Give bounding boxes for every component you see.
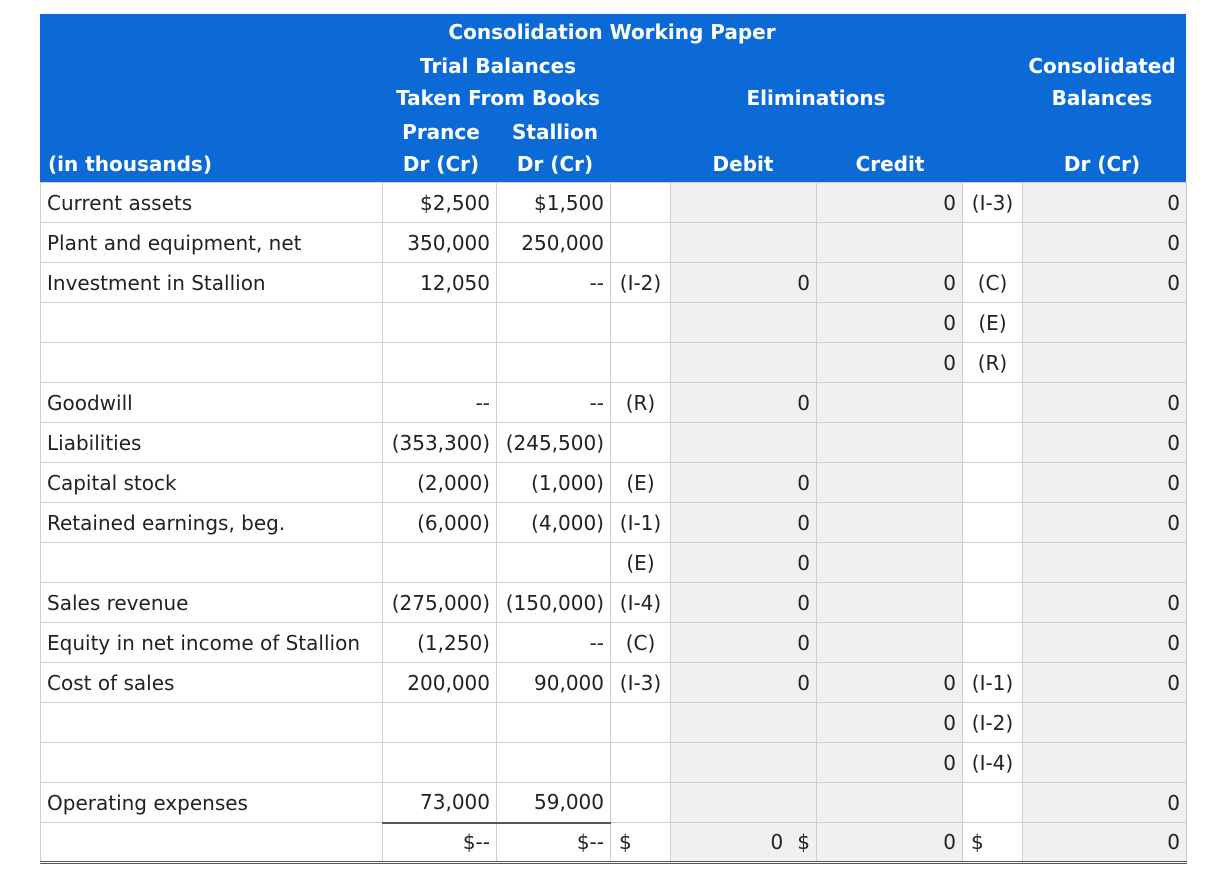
credit-reference[interactable]: (R)	[963, 343, 1023, 383]
debit-reference[interactable]: (E)	[611, 543, 671, 583]
consolidated-balance[interactable]: 0	[1023, 223, 1187, 263]
stallion-balance[interactable]	[497, 543, 611, 583]
credit-reference[interactable]	[963, 423, 1023, 463]
consolidated-balance[interactable]: 0	[1023, 263, 1187, 303]
debit-amount[interactable]: 0	[671, 383, 817, 423]
stallion-balance[interactable]: (1,000)	[497, 463, 611, 503]
consolidated-heading: Consolidated	[1028, 54, 1176, 78]
credit-reference[interactable]: (E)	[963, 303, 1023, 343]
stallion-balance[interactable]: $1,500	[497, 183, 611, 223]
debit-heading: Debit	[712, 152, 774, 176]
debit-reference[interactable]	[611, 783, 671, 823]
debit-amount[interactable]	[671, 343, 817, 383]
debit-amount[interactable]: 0	[671, 503, 817, 543]
consolidation-worksheet	[40, 14, 1186, 864]
debit-total[interactable]: 0 $	[671, 823, 817, 863]
worksheet-row	[41, 543, 1187, 583]
credit-total[interactable]: 0	[817, 823, 963, 863]
stallion-balance[interactable]: (245,500)	[497, 423, 611, 463]
stallion-balance[interactable]: --	[497, 623, 611, 663]
consolidated-balance[interactable]: 0	[1023, 783, 1187, 823]
worksheet-header	[40, 14, 1186, 182]
account-label: Capital stock	[41, 463, 383, 503]
taken-from-books-heading: Taken From Books	[396, 86, 600, 110]
consolidated-balance[interactable]	[1023, 303, 1187, 343]
worksheet-row	[41, 183, 1187, 223]
stallion-balance[interactable]	[497, 303, 611, 343]
consolidated-balance[interactable]	[1023, 543, 1187, 583]
balances-heading: Balances	[1051, 86, 1153, 110]
worksheet-row	[41, 263, 1187, 303]
stallion-balance[interactable]	[497, 343, 611, 383]
stallion-heading: Stallion	[511, 120, 599, 144]
worksheet-row	[41, 423, 1187, 463]
account-label: Retained earnings, beg.	[41, 503, 383, 543]
consolidated-balance[interactable]	[1023, 743, 1187, 783]
total-label-cell	[41, 823, 383, 863]
worksheet-row	[41, 663, 1187, 703]
debit-amount[interactable]	[671, 423, 817, 463]
credit-heading: Credit	[855, 152, 925, 176]
stallion-balance[interactable]: 250,000	[497, 223, 611, 263]
consolidated-balance[interactable]: 0	[1023, 623, 1187, 663]
prance-balance[interactable]: --	[383, 383, 497, 423]
credit-amount[interactable]: 0	[817, 303, 963, 343]
debit-amount[interactable]: 0	[671, 463, 817, 503]
credit-reference[interactable]	[963, 583, 1023, 623]
debit-reference[interactable]	[611, 423, 671, 463]
credit-amount[interactable]: 0	[817, 183, 963, 223]
debit-reference[interactable]: (I-3)	[611, 663, 671, 703]
in-thousands-heading: (in thousands)	[48, 152, 212, 176]
debit-reference[interactable]	[611, 343, 671, 383]
debit-reference[interactable]: (I-2)	[611, 263, 671, 303]
prance-balance[interactable]: (275,000)	[383, 583, 497, 623]
stallion-balance[interactable]: 90,000	[497, 663, 611, 703]
credit-reference[interactable]: (I-2)	[963, 703, 1023, 743]
credit-amount[interactable]	[817, 423, 963, 463]
worksheet-row	[41, 223, 1187, 263]
credit-reference[interactable]: (C)	[963, 263, 1023, 303]
debit-reference[interactable]: (I-1)	[611, 503, 671, 543]
debit-reference[interactable]: (I-4)	[611, 583, 671, 623]
prance-balance[interactable]	[383, 543, 497, 583]
account-label: Sales revenue	[41, 583, 383, 623]
consolidated-balance[interactable]: 0	[1023, 463, 1187, 503]
prance-balance[interactable]	[383, 343, 497, 383]
prance-balance[interactable]: (6,000)	[383, 503, 497, 543]
eliminations-heading: Eliminations	[746, 86, 886, 110]
prance-balance[interactable]: 350,000	[383, 223, 497, 263]
credit-reference[interactable]	[963, 623, 1023, 663]
prance-balance[interactable]: (1,250)	[383, 623, 497, 663]
worksheet-row	[41, 503, 1187, 543]
credit-amount[interactable]	[817, 543, 963, 583]
debit-reference[interactable]: (C)	[611, 623, 671, 663]
total-row	[41, 823, 1187, 863]
debit-reference[interactable]	[611, 303, 671, 343]
credit-amount[interactable]: 0	[817, 663, 963, 703]
stallion-drcr-heading: Dr (Cr)	[516, 152, 594, 176]
worksheet-row	[41, 383, 1187, 423]
debit-amount[interactable]	[671, 783, 817, 823]
consolidated-balance[interactable]: 0	[1023, 383, 1187, 423]
credit-reference[interactable]	[963, 223, 1023, 263]
debit-amount[interactable]: 0	[671, 583, 817, 623]
credit-reference[interactable]: (I-3)	[963, 183, 1023, 223]
worksheet-row	[41, 463, 1187, 503]
consolidated-balance[interactable]: 0	[1023, 663, 1187, 703]
account-label	[41, 343, 383, 383]
credit-reference[interactable]	[963, 463, 1023, 503]
worksheet-row	[41, 783, 1187, 823]
account-label: Operating expenses	[41, 783, 383, 823]
prance-balance[interactable]	[383, 703, 497, 743]
debit-reference[interactable]: (E)	[611, 463, 671, 503]
consolidated-balance[interactable]: 0	[1023, 503, 1187, 543]
prance-balance[interactable]: $2,500	[383, 183, 497, 223]
consolidated-balance[interactable]	[1023, 343, 1187, 383]
prance-balance[interactable]: (353,300)	[383, 423, 497, 463]
consolidated-drcr-heading: Dr (Cr)	[1063, 152, 1141, 176]
credit-reference[interactable]: (I-4)	[963, 743, 1023, 783]
prance-balance[interactable]	[383, 743, 497, 783]
account-label	[41, 303, 383, 343]
credit-reference[interactable]: (I-1)	[963, 663, 1023, 703]
debit-reference[interactable]	[611, 223, 671, 263]
credit-amount[interactable]: 0	[817, 343, 963, 383]
debit-reference[interactable]	[611, 743, 671, 783]
prance-heading: Prance	[402, 120, 480, 144]
debit-total-dollar: $	[611, 823, 671, 863]
stallion-balance[interactable]: (4,000)	[497, 503, 611, 543]
credit-reference[interactable]	[963, 783, 1023, 823]
prance-balance[interactable]	[383, 303, 497, 343]
credit-amount[interactable]	[817, 383, 963, 423]
credit-amount[interactable]	[817, 503, 963, 543]
prance-total[interactable]: $--	[383, 823, 497, 863]
prance-balance[interactable]: 12,050	[383, 263, 497, 303]
worksheet-row	[41, 703, 1187, 743]
consolidated-balance[interactable]	[1023, 703, 1187, 743]
credit-amount[interactable]	[817, 623, 963, 663]
worksheet-row	[41, 743, 1187, 783]
credit-reference[interactable]	[963, 503, 1023, 543]
stallion-total[interactable]: $--	[497, 823, 611, 863]
worksheet-row	[41, 343, 1187, 383]
credit-reference[interactable]	[963, 383, 1023, 423]
prance-balance[interactable]: 73,000	[383, 783, 497, 823]
debit-reference[interactable]	[611, 183, 671, 223]
worksheet-table	[40, 182, 1187, 864]
worksheet-row	[41, 303, 1187, 343]
debit-amount[interactable]	[671, 743, 817, 783]
credit-amount[interactable]: 0	[817, 703, 963, 743]
balance-total-dollar: $	[963, 823, 1023, 863]
credit-amount[interactable]	[817, 783, 963, 823]
account-label	[41, 743, 383, 783]
debit-amount[interactable]: 0	[671, 663, 817, 703]
credit-amount[interactable]	[817, 463, 963, 503]
prance-balance[interactable]: (2,000)	[383, 463, 497, 503]
worksheet-row	[41, 623, 1187, 663]
debit-amount[interactable]	[671, 183, 817, 223]
account-label: Investment in Stallion	[41, 263, 383, 303]
credit-amount[interactable]	[817, 583, 963, 623]
prance-balance[interactable]: 200,000	[383, 663, 497, 703]
debit-reference[interactable]: (R)	[611, 383, 671, 423]
stallion-balance[interactable]	[497, 703, 611, 743]
worksheet-title: Consolidation Working Paper	[448, 20, 776, 44]
credit-amount[interactable]	[817, 223, 963, 263]
debit-amount[interactable]	[671, 703, 817, 743]
account-label	[41, 703, 383, 743]
consolidated-balance[interactable]: 0	[1023, 583, 1187, 623]
credit-amount[interactable]: 0	[817, 743, 963, 783]
debit-amount[interactable]: 0	[671, 263, 817, 303]
account-label: Cost of sales	[41, 663, 383, 703]
trial-balances-heading: Trial Balances	[419, 54, 577, 78]
balance-total[interactable]: 0	[1023, 823, 1187, 863]
account-label: Goodwill	[41, 383, 383, 423]
debit-amount[interactable]	[671, 223, 817, 263]
stallion-balance[interactable]: --	[497, 263, 611, 303]
account-label: Current assets	[41, 183, 383, 223]
stallion-balance[interactable]	[497, 743, 611, 783]
debit-amount[interactable]: 0	[671, 543, 817, 583]
account-label: Plant and equipment, net	[41, 223, 383, 263]
account-label: Liabilities	[41, 423, 383, 463]
stallion-balance[interactable]: 59,000	[497, 783, 611, 823]
account-label	[41, 543, 383, 583]
account-label: Equity in net income of Stallion	[41, 623, 383, 663]
stallion-balance[interactable]: --	[497, 383, 611, 423]
stallion-balance[interactable]: (150,000)	[497, 583, 611, 623]
debit-reference[interactable]	[611, 703, 671, 743]
debit-amount[interactable]: 0	[671, 623, 817, 663]
consolidated-balance[interactable]: 0	[1023, 423, 1187, 463]
worksheet-row	[41, 583, 1187, 623]
credit-reference[interactable]	[963, 543, 1023, 583]
prance-drcr-heading: Dr (Cr)	[402, 152, 480, 176]
consolidated-balance[interactable]: 0	[1023, 183, 1187, 223]
credit-amount[interactable]: 0	[817, 263, 963, 303]
debit-amount[interactable]	[671, 303, 817, 343]
